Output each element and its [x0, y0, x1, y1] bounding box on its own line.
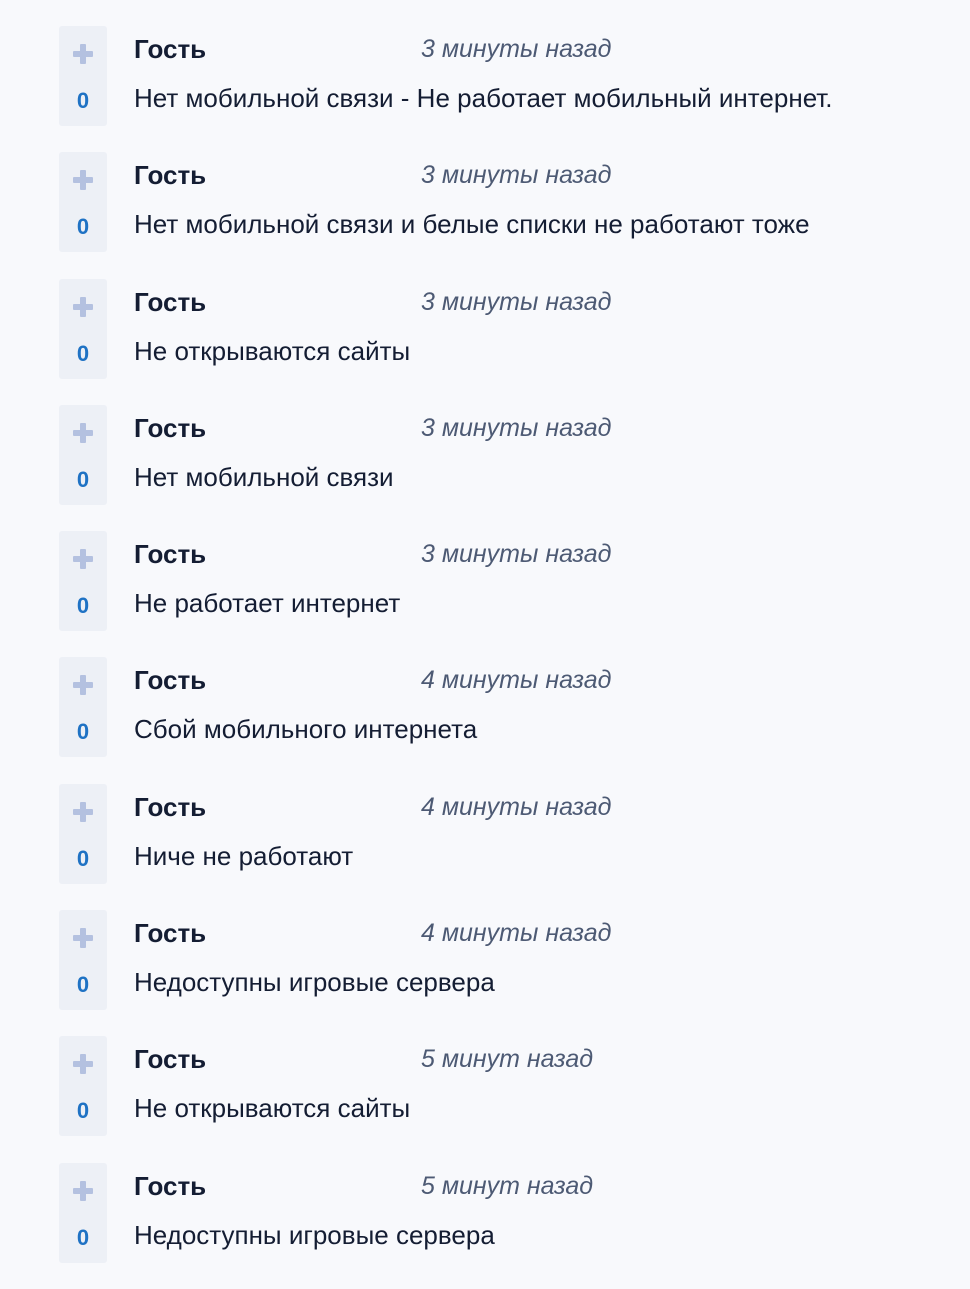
- vote-count: 0: [76, 214, 90, 240]
- vote-count: 0: [76, 1224, 90, 1250]
- comment-text: Недоступны игровые сервера: [134, 967, 495, 998]
- comment-text: Нет мобильной связи: [134, 461, 394, 492]
- vote-box: [59, 152, 107, 252]
- comment-time: 3 минуты назад: [421, 287, 612, 316]
- comment-author: Гость: [134, 918, 207, 949]
- vote-box: [59, 1036, 107, 1136]
- comment-author: Гость: [134, 160, 207, 191]
- plus-icon[interactable]: [73, 675, 93, 695]
- comment-item: [0, 531, 970, 657]
- comment-time: 4 минуты назад: [421, 666, 612, 695]
- vote-count: 0: [76, 466, 90, 492]
- vote-count: 0: [76, 340, 90, 366]
- comment-item: [0, 1163, 970, 1289]
- comment-time: 4 минуты назад: [421, 792, 612, 821]
- comment-author: Гость: [134, 286, 207, 317]
- comment-author: Гость: [134, 412, 207, 443]
- plus-icon[interactable]: [73, 1181, 93, 1201]
- comment-text: Не открываются сайты: [134, 1093, 411, 1124]
- comment-item: [0, 26, 970, 152]
- vote-box: [59, 657, 107, 757]
- comment-item: [0, 152, 970, 278]
- comment-text: Нет мобильной связи - Не работает мобильный интернет.: [134, 83, 833, 113]
- comment-time: 5 минут назад: [421, 1045, 594, 1074]
- comment-item: [0, 657, 970, 783]
- plus-icon[interactable]: [73, 549, 93, 569]
- comment-list: [0, 26, 970, 1289]
- vote-count: 0: [76, 1098, 90, 1124]
- plus-icon[interactable]: [73, 170, 93, 190]
- vote-box: [59, 531, 107, 631]
- plus-icon[interactable]: [73, 297, 93, 317]
- comment-text: Ниче не работают: [134, 840, 354, 871]
- comment-text: Недоступны игровые сервера: [134, 1219, 495, 1250]
- plus-icon[interactable]: [73, 44, 93, 64]
- comment-author: Гость: [134, 1044, 207, 1075]
- comment-item: [0, 1036, 970, 1162]
- vote-count: 0: [76, 593, 90, 619]
- vote-box: [59, 784, 107, 884]
- comment-item: [0, 405, 970, 531]
- comment-text: Не открываются сайты: [134, 335, 411, 366]
- comment-author: Гость: [134, 1170, 207, 1201]
- vote-box: [59, 1163, 107, 1263]
- comment-item: [0, 784, 970, 910]
- vote-box: [59, 279, 107, 379]
- comment-text: Не работает интернет: [134, 588, 401, 619]
- comment-time: 4 минуты назад: [421, 919, 612, 948]
- vote-count: 0: [76, 972, 90, 998]
- plus-icon[interactable]: [73, 928, 93, 948]
- comment-time: 3 минуты назад: [421, 540, 612, 569]
- comment-item: [0, 279, 970, 405]
- comment-author: Гость: [134, 34, 207, 64]
- comment-item: [0, 910, 970, 1036]
- comment-author: Гость: [134, 791, 207, 822]
- vote-count: 0: [76, 719, 90, 745]
- plus-icon[interactable]: [73, 423, 93, 443]
- vote-count: 0: [76, 845, 90, 871]
- comment-time: 3 минуты назад: [421, 161, 612, 190]
- comment-author: Гость: [134, 665, 207, 696]
- vote-box: [59, 910, 107, 1010]
- comment-time: 3 минуты назад: [421, 413, 612, 442]
- comment-text: Сбой мобильного интернета: [134, 714, 478, 745]
- comment-time: 5 минут назад: [421, 1171, 594, 1200]
- plus-icon[interactable]: [73, 802, 93, 822]
- vote-count: 0: [76, 88, 90, 113]
- comment-time: 3 минуты назад: [421, 35, 612, 63]
- plus-icon[interactable]: [73, 1054, 93, 1074]
- vote-box: [59, 26, 107, 126]
- comment-text: Нет мобильной связи и белые списки не работают тоже: [134, 209, 810, 240]
- vote-box: [59, 405, 107, 505]
- comment-author: Гость: [134, 539, 207, 570]
